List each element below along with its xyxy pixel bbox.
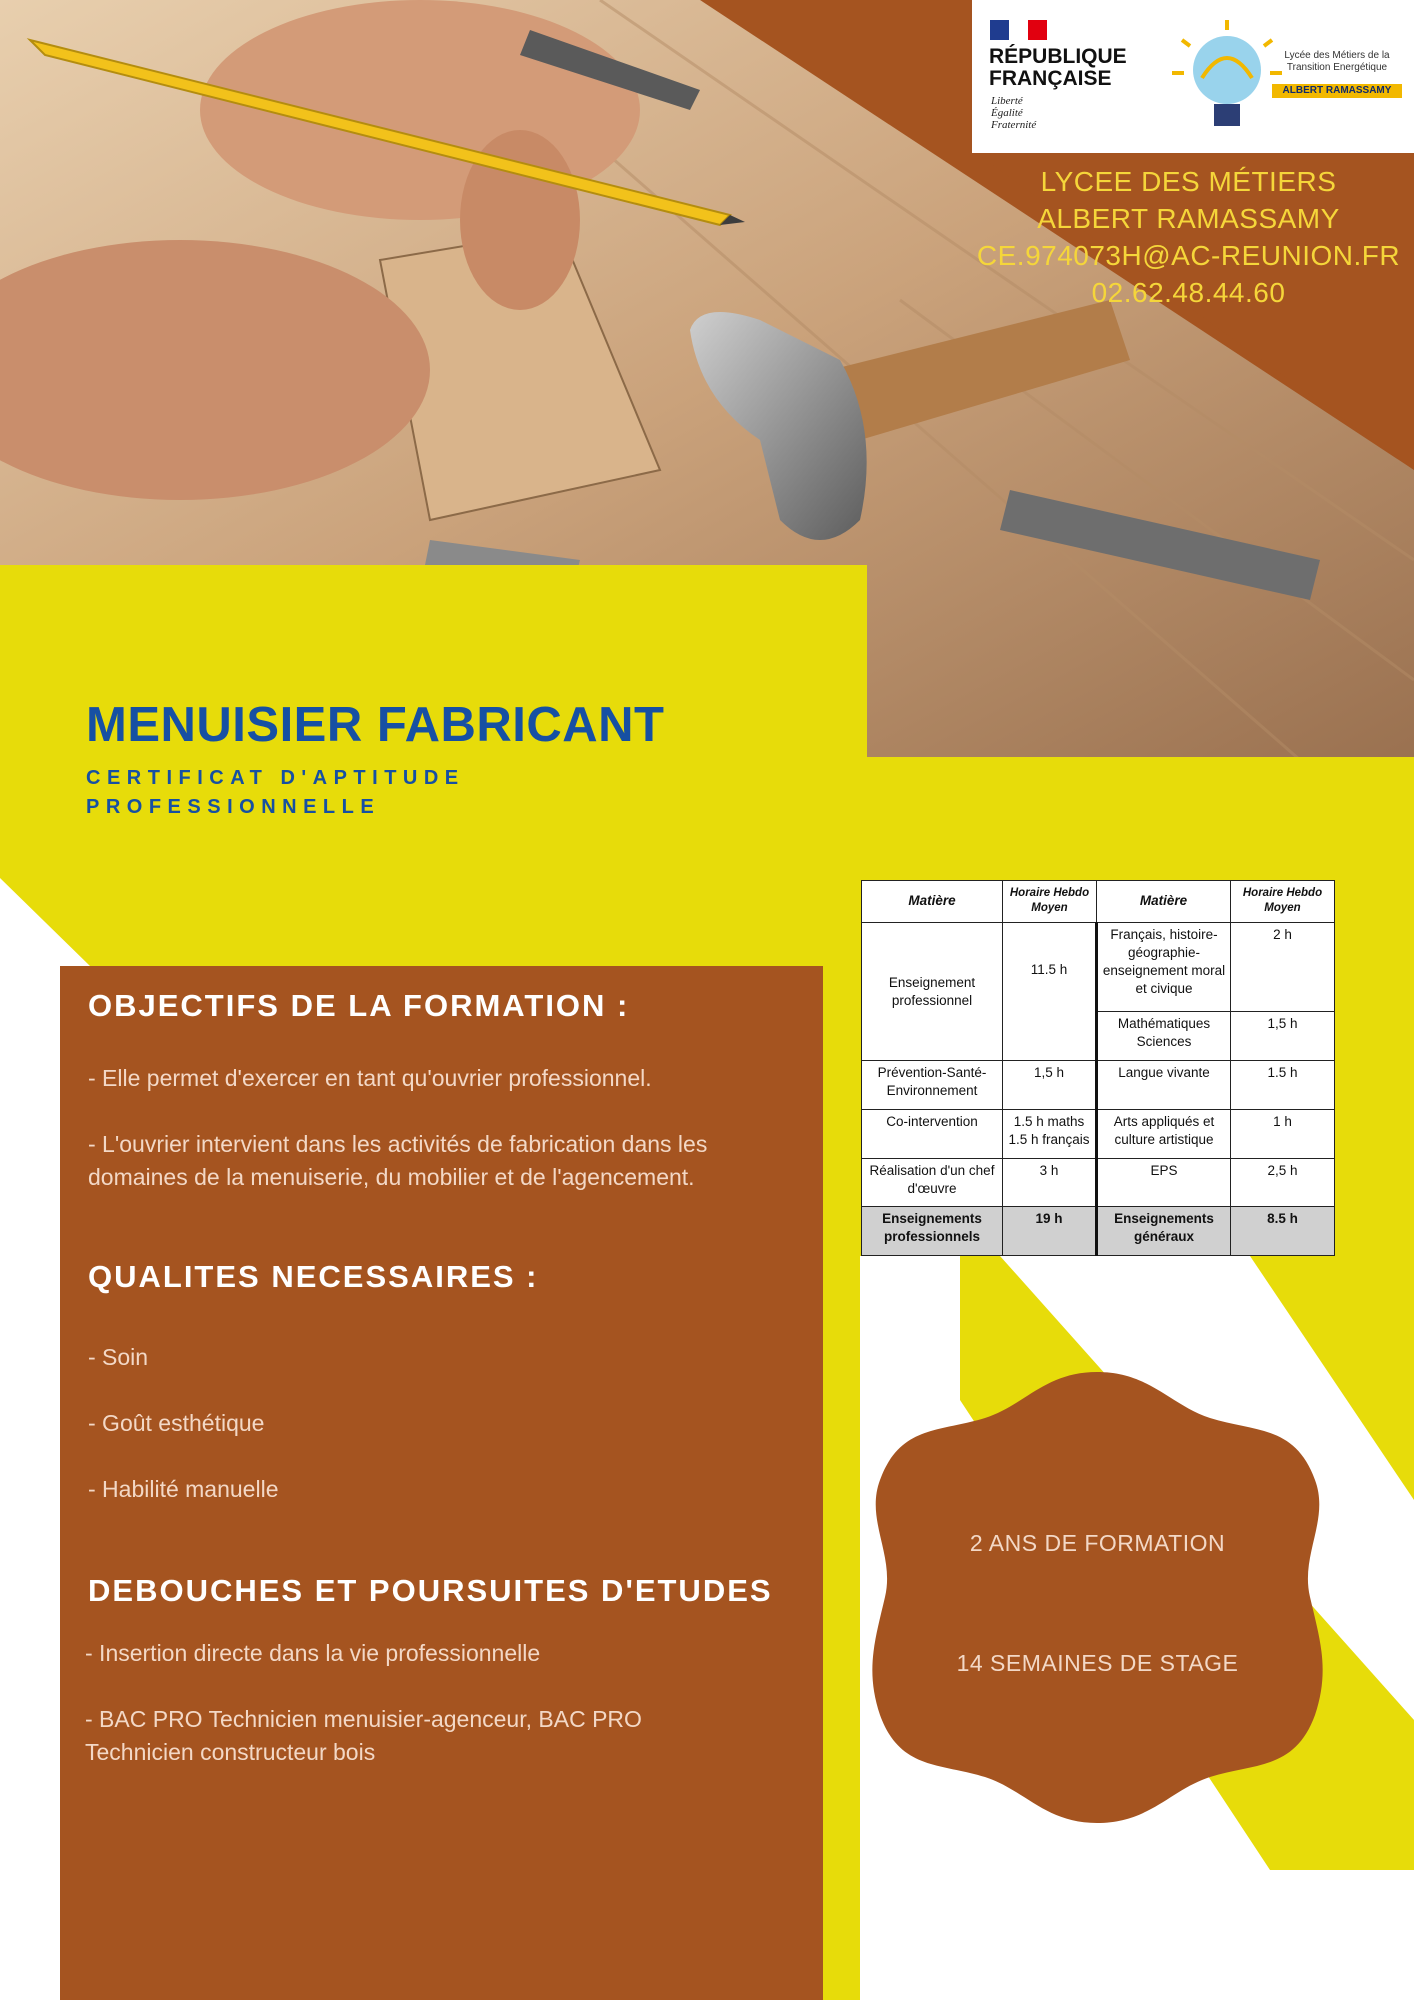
qualites-heading: QUALITES NECESSAIRES : xyxy=(88,1259,539,1294)
republique-francaise-title: RÉPUBLIQUE FRANÇAISE xyxy=(989,45,1127,90)
table-cell: Enseignements professionnels xyxy=(862,1207,1003,1256)
page-subtitle: CERTIFICAT D'APTITUDE PROFESSIONNELLE xyxy=(86,767,465,818)
header-matiere: Matière xyxy=(862,881,1003,923)
table-cell: Réalisation d'un chef d'œuvre xyxy=(862,1158,1003,1207)
contact-email[interactable]: CE.974073H@AC-REUNION.FR xyxy=(976,240,1401,271)
table-cell: 2,5 h xyxy=(1231,1158,1335,1207)
table-row xyxy=(862,1061,1335,1110)
qualites-item: - Goût esthétique xyxy=(88,1410,265,1436)
table-cell: Enseignement professionnel xyxy=(862,922,1003,1060)
table-cell: Langue vivante xyxy=(1097,1061,1231,1110)
contact-phone[interactable]: 02.62.48.44.60 xyxy=(1091,277,1286,308)
contact-line1: LYCEE DES MÉTIERS xyxy=(1040,166,1337,197)
table-cell: 1.5 h maths 1.5 h français xyxy=(1003,1109,1097,1158)
table-cell: 2 h xyxy=(1231,922,1335,1012)
table-cell: Arts appliqués et culture artistique xyxy=(1097,1109,1231,1158)
header-horaire: Horaire Hebdo Moyen xyxy=(1231,881,1335,923)
formation-badge xyxy=(870,1370,1325,1825)
table-cell: Co-intervention xyxy=(862,1109,1003,1158)
school-logo-banner: ALBERT RAMASSAMY xyxy=(1272,84,1402,98)
badge-internship: 14 SEMAINES DE STAGE xyxy=(956,1650,1239,1676)
table-cell: Français, histoire-géographie-enseignement moral et civique xyxy=(1097,922,1231,1012)
table-cell: 19 h xyxy=(1003,1207,1097,1256)
table-cell: 1 h xyxy=(1231,1109,1335,1158)
objectifs-heading: OBJECTIFS DE LA FORMATION : xyxy=(88,988,630,1023)
table-cell: 8.5 h xyxy=(1231,1207,1335,1256)
qualites-item: - Habilité manuelle xyxy=(88,1476,279,1502)
qualites-item: - Soin xyxy=(88,1344,149,1370)
table-row xyxy=(862,922,1335,1012)
schedule-table xyxy=(861,880,1335,1256)
objectifs-item: - Elle permet d'exercer en tant qu'ouvrier professionnel. xyxy=(88,1065,652,1091)
page-title: MENUISIER FABRICANT xyxy=(86,698,665,752)
table-cell: Prévention-Santé-Environnement xyxy=(862,1061,1003,1110)
table-cell: 1,5 h xyxy=(1003,1061,1097,1110)
objectifs-item: - L'ouvrier intervient dans les activités de fabrication dans les domaines de la menuiserie, du mobilier et de l'agencement. xyxy=(88,1131,708,1190)
header-matiere: Matière xyxy=(1097,881,1231,923)
table-cell: 11.5 h xyxy=(1003,922,1097,1060)
french-flag-icon xyxy=(990,20,1047,40)
school-logo-text: Lycée des Métiers de la Transition Energétique xyxy=(1284,50,1390,73)
table-row xyxy=(862,1158,1335,1207)
table-cell: 3 h xyxy=(1003,1158,1097,1207)
debouches-item: - BAC PRO Technicien menuisier-agenceur, BAC PRO Technicien constructeur bois xyxy=(85,1706,642,1765)
header-horaire: Horaire Hebdo Moyen xyxy=(1003,881,1097,923)
table-total-row xyxy=(862,1207,1335,1256)
republique-motto: Liberté Égalité Fraternité xyxy=(991,95,1037,131)
table-header-row xyxy=(862,881,1335,923)
contact-block xyxy=(963,163,1414,311)
debouches-item: - Insertion directe dans la vie professionnelle xyxy=(85,1640,541,1666)
table-cell: 1,5 h xyxy=(1231,1012,1335,1061)
table-cell: Mathématiques Sciences xyxy=(1097,1012,1231,1061)
badge-duration: 2 ANS DE FORMATION xyxy=(969,1530,1226,1556)
lightbulb-logo-icon xyxy=(1172,18,1282,138)
table-row xyxy=(862,1109,1335,1158)
debouches-heading: DEBOUCHES ET POURSUITES D'ETUDES xyxy=(88,1573,773,1608)
content-panel xyxy=(60,966,823,2000)
table-cell: 1.5 h xyxy=(1231,1061,1335,1110)
logos-box xyxy=(972,0,1414,153)
table-cell: Enseignements généraux xyxy=(1097,1207,1231,1256)
table-cell: EPS xyxy=(1097,1158,1231,1207)
contact-line2: ALBERT RAMASSAMY xyxy=(1037,203,1340,234)
